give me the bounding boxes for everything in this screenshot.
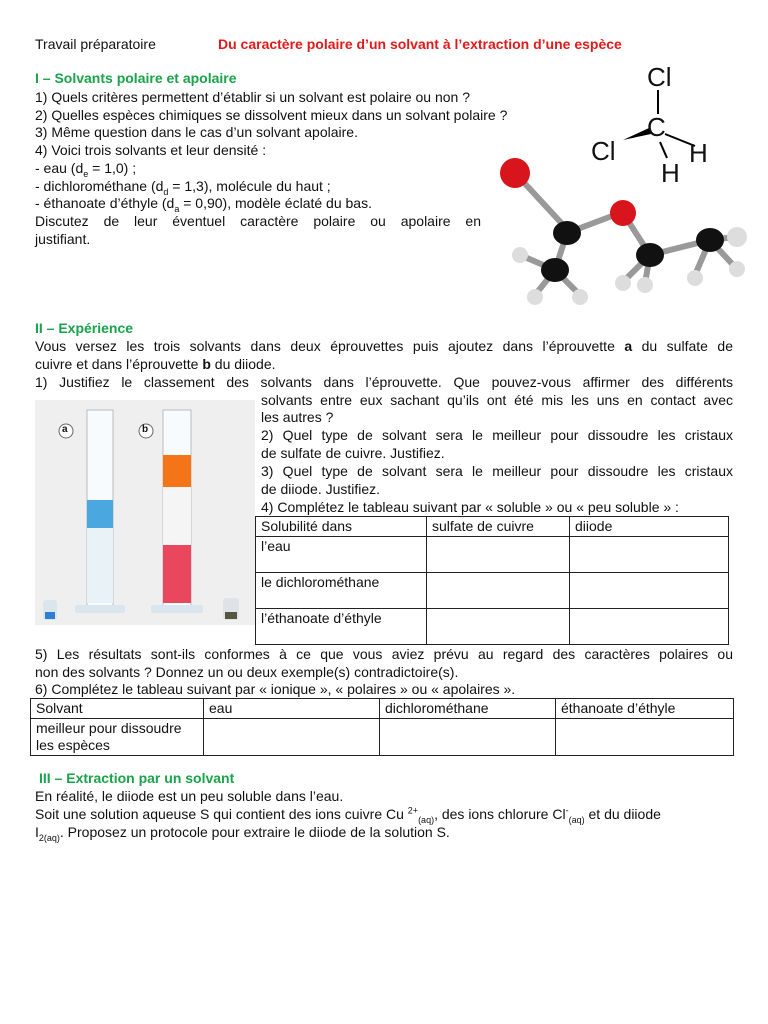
s2-q2-b: de sulfate de cuivre. Justifiez. [261, 445, 445, 461]
s2-q5-b: non des solvants ? Donnez un ou deux exemple(s) contradictoire(s). [35, 664, 459, 680]
s2-q1-a: 1) Justifiez le classement des solvants dans l’éprouvette. Que pouvez-vous affirmer des différents [35, 374, 733, 390]
s2-q3-b: de diiode. Justifiez. [261, 481, 381, 497]
s1-discuss-2: justifiant. [35, 231, 91, 247]
solubility-table [255, 516, 729, 645]
s3-line-3: $I_{2(aq)}$. Proposez un protocole pour extraire le diiode de la solution S. [35, 824, 450, 843]
table1-header: sulfate de cuivre [427, 517, 570, 537]
h-bottom: H [661, 158, 680, 188]
table2-header: eau [204, 699, 380, 719]
table1-header: Solubilité dans [256, 517, 427, 537]
label-a: a [62, 424, 68, 435]
table1-cell[interactable] [570, 573, 729, 609]
table2-header: dichlorométhane [380, 699, 556, 719]
carbon: C [647, 112, 666, 142]
s2-intro-2: cuivre et dans l’éprouvette b du diiode. [35, 356, 276, 372]
s3-line-1: En réalité, le diiode est un peu soluble dans l’eau. [35, 788, 344, 804]
s2-q2-a: 2) Quel type de solvant sera le meilleur pour dissoudre les cristaux [261, 427, 733, 443]
table1-header: diiode [570, 517, 729, 537]
s2-q5-a: 5) Les résultats sont-ils conformes à ce que vous aviez prévu au regard des caractères polaires ou [35, 646, 733, 662]
s1-q1: 1) Quels critères permettent d’établir si un solvant est polaire ou non ? [35, 89, 471, 105]
table2-header: éthanoate d’éthyle [556, 699, 734, 719]
s1-q4: 4) Voici trois solvants et leur densité : [35, 142, 267, 158]
table1-cell[interactable] [570, 609, 729, 645]
section3-title: III – Extraction par un solvant [39, 770, 235, 786]
solvent-ethyle: - éthanoate d’éthyle $(d_a = 0,90)$, modèle éclaté du bas. [35, 195, 372, 214]
table2-header: Solvant [31, 699, 204, 719]
table2-cell[interactable] [556, 719, 734, 756]
section1-title: I – Solvants polaire et apolaire [35, 70, 237, 86]
s2-q4: 4) Complétez le tableau suivant par « soluble » ou « peu soluble » : [261, 499, 679, 515]
cylinders-photo [35, 400, 255, 625]
s2-q6: 6) Complétez le tableau suivant par « ionique », « polaires » ou « apolaires ». [35, 681, 516, 697]
table1-row-label: l’éthanoate d’éthyle [256, 609, 427, 645]
h-right: H [689, 138, 708, 168]
section2-title: II – Expérience [35, 320, 134, 336]
table1-cell[interactable] [427, 573, 570, 609]
s1-q2: 2) Quelles espèces chimiques se dissolvent mieux dans un solvant polaire ? [35, 107, 508, 123]
s2-q1-c: les autres ? [261, 409, 334, 425]
solvent-table [30, 698, 734, 756]
table1-cell[interactable] [570, 537, 729, 573]
s2-q1-b: solvants entre eux sachant qu’ils ont été mis les uns en contact avec [261, 392, 733, 408]
header-left: Travail préparatoire [35, 36, 156, 52]
s1-q3: 3) Même question dans le cas d’un solvant apolaire. [35, 124, 358, 140]
cl-left: Cl [591, 136, 616, 166]
solvent-eau: - eau $(d_e = 1,0)$ ; [35, 160, 137, 179]
s1-discuss-1: Discutez de leur éventuel caractère polaire ou apolaire en [35, 213, 481, 229]
s2-q3-a: 3) Quel type de solvant sera le meilleur pour dissoudre les cristaux [261, 463, 733, 479]
table2-cell[interactable] [380, 719, 556, 756]
table2-cell[interactable] [204, 719, 380, 756]
table1-row-label: l’eau [256, 537, 427, 573]
table1-row-label: le dichlorométhane [256, 573, 427, 609]
table1-cell[interactable] [427, 537, 570, 573]
label-b: b [142, 424, 149, 435]
table1-cell[interactable] [427, 609, 570, 645]
s3-line-2: Soit une solution aqueuse S qui contient des ions cuivre Cu $^{2+}_{(aq)}$, des ions chlorure $Cl^-_{(aq)}$ et du diiode [35, 805, 661, 825]
s2-intro-1: Vous versez les trois solvants dans deux éprouvettes puis ajoutez dans l’éprouvette a du sulfate de [35, 338, 733, 354]
page-title: Du caractère polaire d’un solvant à l’extraction d’une espèce [218, 36, 622, 52]
table2-row-label: meilleur pour dissoudre les espèces [31, 719, 204, 756]
solvent-dichloro: - dichlorométhane $(d_d = 1,3)$, molécule du haut ; [35, 178, 331, 197]
cl-top: Cl [647, 62, 672, 92]
ethyl-ethanoate-model [495, 145, 755, 315]
